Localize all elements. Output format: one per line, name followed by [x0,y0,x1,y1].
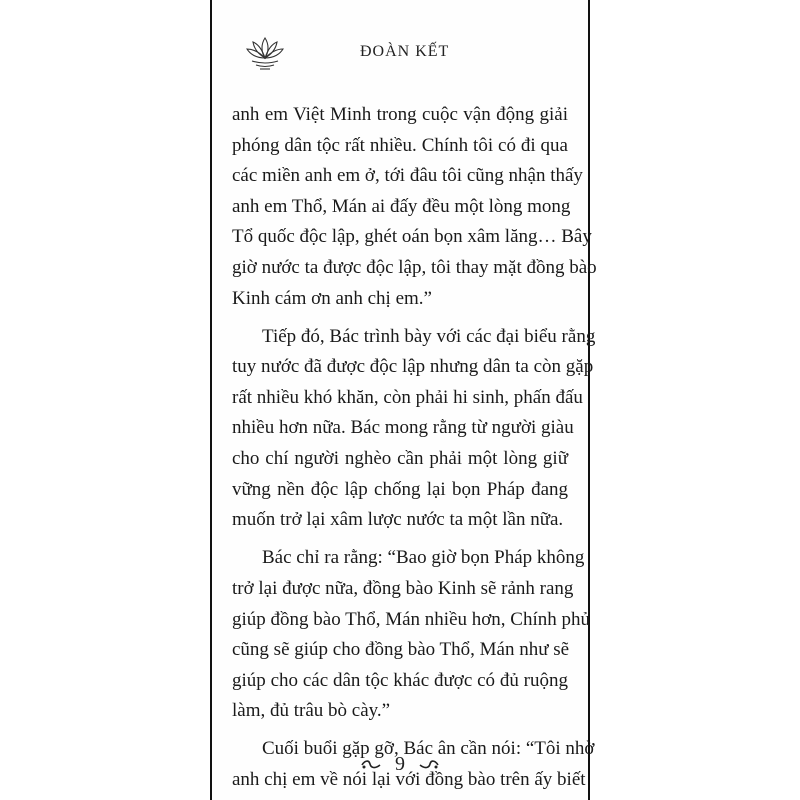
text-line: anh chị em về nói lại với đồng bào trên ấy biết [232,768,586,790]
body-text [232,100,597,796]
text-line: anh em Việt Minh trong cuộc vận động giải [232,104,568,125]
text-line: cũng sẽ giúp cho đồng bào Thổ, Mán như sẽ [232,639,570,661]
running-title: ĐOÀN KẾT [360,43,450,60]
page-footer [212,753,588,776]
text-line: Tiếp đó, Bác trình bày với các đại biểu rằng [262,325,596,347]
text-line: giờ nước ta được độc lập, tôi thay mặt đồng bào [232,256,597,278]
text-line: giúp cho các dân tộc khác được có đủ ruộng [232,669,568,691]
text-line: Kinh cám ơn anh chị em.” [232,287,432,309]
page-header [212,28,588,78]
text-line: muốn trở lại xâm lược nước ta một lần nữa. [232,509,564,531]
text-line: tuy nước đã được độc lập nhưng dân ta còn gặp [232,356,594,378]
text-line: Cuối buổi gặp gỡ, Bác ân cần nói: “Tôi nhờ [262,738,595,760]
paragraph [232,100,597,314]
text-line: rất nhiều khó khăn, còn phải hi sinh, phấn đấu [232,386,583,408]
paragraph-gap [232,727,568,735]
paragraph [232,322,596,536]
text-line: vững nền độc lập chống lại bọn Pháp đang [232,478,568,500]
text-line: Bác chỉ ra rằng: “Bao giờ bọn Pháp không [262,547,585,569]
text-line: Tổ quốc độc lập, ghét oán bọn xâm lăng… Bây [232,226,592,248]
paragraph-gap [232,536,568,544]
text-line: nhiều hơn nữa. Bác mong rằng từ người giàu [232,417,574,439]
flourish-right-icon [418,759,440,771]
text-line: trở lại được nữa, đồng bào Kinh sẽ rảnh rang [232,577,574,599]
paragraph-gap [232,314,568,322]
text-line: các miền anh em ở, tới đâu tôi cũng nhận thấy [232,165,583,187]
lotus-icon [244,34,286,72]
text-line: anh em Thổ, Mán ai đấy đều một lòng mong [232,195,571,217]
paragraph [232,543,591,727]
text-line: cho chí người nghèo cần phải một lòng giữ [232,448,568,470]
text-line: giúp đồng bào Thổ, Mán nhiều hơn, Chính phủ [232,608,591,630]
text-line: phóng dân tộc rất nhiều. Chính tôi có đi qua [232,134,568,156]
book-page [210,0,597,800]
text-line: làm, đủ trâu bò cày.” [232,700,391,722]
page-number: 9 [395,753,405,775]
flourish-left-icon [360,759,382,771]
